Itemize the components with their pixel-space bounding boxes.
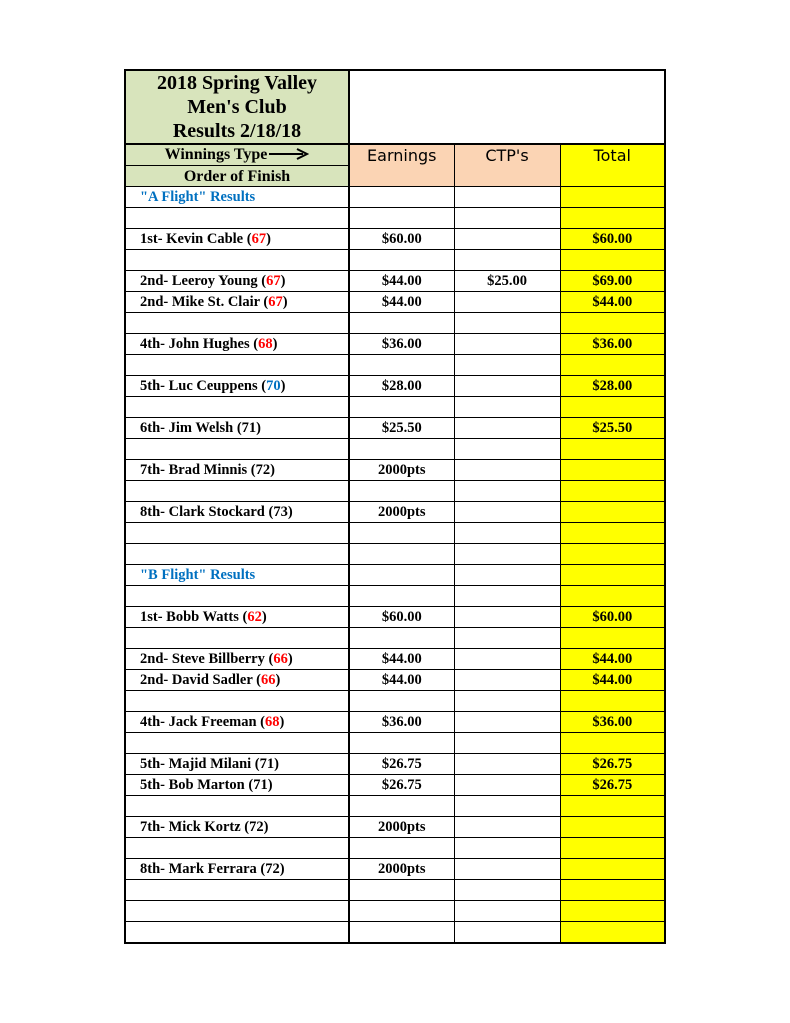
total-cell <box>560 502 665 523</box>
total-cell <box>560 817 665 838</box>
score-paren-close: ) <box>280 272 286 289</box>
total-cell <box>560 586 665 607</box>
player-place-name: 1st- Kevin Cable <box>140 230 244 247</box>
score-paren-close: ) <box>279 860 285 877</box>
ctp-cell <box>454 586 560 607</box>
ctp-cell <box>454 880 560 901</box>
score-paren-open: ( <box>259 293 269 310</box>
ctp-cell <box>454 859 560 880</box>
score-paren-open: ( <box>264 650 274 667</box>
player-score: 73 <box>273 503 288 520</box>
player-name-cell <box>125 292 349 313</box>
total-cell <box>560 208 665 229</box>
player-row <box>125 670 665 691</box>
total-cell <box>560 922 665 944</box>
total-cell <box>560 565 665 586</box>
player-name-cell <box>125 502 349 523</box>
player-name-cell <box>125 817 349 838</box>
blank-row <box>125 838 665 859</box>
score-paren-close: ) <box>263 818 269 835</box>
player-name-cell <box>125 229 349 250</box>
blank-row <box>125 523 665 544</box>
player-name-cell <box>125 859 349 880</box>
earnings-cell <box>349 208 454 229</box>
player-row <box>125 754 665 775</box>
player-name-cell <box>125 754 349 775</box>
score-paren-close: ) <box>256 419 262 436</box>
player-score: 70 <box>266 377 281 394</box>
player-place-name: 2nd- Steve Billberry <box>140 650 265 667</box>
score-paren-open: ( <box>243 230 252 247</box>
player-name-cell <box>125 691 349 712</box>
earnings-cell: $44.00 <box>349 649 454 670</box>
ctp-cell <box>454 817 560 838</box>
ctp-cell <box>454 670 560 691</box>
player-place-name: 5th- Luc Ceuppens <box>140 377 258 394</box>
player-score: 67 <box>251 230 267 247</box>
player-score: 68 <box>265 713 280 730</box>
ctp-cell <box>454 502 560 523</box>
player-name-cell <box>125 523 349 544</box>
total-cell <box>560 397 665 418</box>
player-score: 67 <box>268 293 283 310</box>
player-name-cell <box>125 901 349 922</box>
player-name-cell <box>125 439 349 460</box>
total-cell: $60.00 <box>560 229 665 250</box>
blank-row <box>125 208 665 229</box>
blank-row <box>125 544 665 565</box>
blank-row <box>125 481 665 502</box>
score-paren-open: ( <box>257 272 267 289</box>
earnings-cell <box>349 250 454 271</box>
total-cell <box>560 733 665 754</box>
earnings-cell <box>349 397 454 418</box>
title-row <box>125 70 665 144</box>
ctp-cell <box>454 838 560 859</box>
flight-title: "A Flight" Results <box>125 187 349 208</box>
player-name-cell <box>125 460 349 481</box>
ctp-column-header: CTP's <box>454 144 560 187</box>
earnings-cell <box>349 481 454 502</box>
player-row <box>125 712 665 733</box>
blank-row <box>125 691 665 712</box>
player-row <box>125 292 665 313</box>
score-paren-open: ( <box>264 503 274 520</box>
earnings-cell <box>349 523 454 544</box>
earnings-cell: $60.00 <box>349 607 454 628</box>
ctp-cell <box>454 208 560 229</box>
player-name-cell <box>125 481 349 502</box>
earnings-cell <box>349 880 454 901</box>
flight-title: "B Flight" Results <box>125 565 349 586</box>
total-cell <box>560 460 665 481</box>
earnings-cell: 2000pts <box>349 817 454 838</box>
winnings-type-cell <box>125 144 349 166</box>
player-place-name: 7th- Mick Kortz <box>140 818 241 835</box>
earnings-column-header: Earnings <box>349 144 454 187</box>
player-name-cell <box>125 712 349 733</box>
ctp-cell <box>454 250 560 271</box>
score-paren-close: ) <box>274 755 279 772</box>
earnings-cell <box>349 565 454 586</box>
player-score: 72 <box>265 860 280 877</box>
total-cell <box>560 796 665 817</box>
earnings-cell <box>349 544 454 565</box>
score-paren-close: ) <box>279 713 285 730</box>
earnings-cell <box>349 796 454 817</box>
player-row <box>125 271 665 292</box>
score-paren-close: ) <box>287 650 293 667</box>
ctp-cell <box>454 922 560 944</box>
total-cell <box>560 523 665 544</box>
total-cell: $44.00 <box>560 649 665 670</box>
player-row <box>125 229 665 250</box>
player-score: 72 <box>249 818 264 835</box>
ctp-cell <box>454 712 560 733</box>
ctp-cell <box>454 187 560 208</box>
sheet-title <box>125 70 349 144</box>
blank-row <box>125 796 665 817</box>
score-paren-close: ) <box>272 335 278 352</box>
player-row <box>125 334 665 355</box>
blank-row <box>125 250 665 271</box>
score-paren-open: ( <box>238 608 248 625</box>
player-place-name: 7th- Brad Minnis <box>140 461 248 478</box>
blank-row <box>125 901 665 922</box>
player-name-cell <box>125 733 349 754</box>
earnings-cell <box>349 922 454 944</box>
player-row <box>125 817 665 838</box>
results-sheet <box>124 69 666 944</box>
score-paren-close: ) <box>280 377 286 394</box>
player-score: 71 <box>259 755 275 772</box>
total-cell <box>560 250 665 271</box>
earnings-cell <box>349 901 454 922</box>
total-cell <box>560 901 665 922</box>
ctp-cell <box>454 229 560 250</box>
earnings-cell <box>349 355 454 376</box>
player-name-cell <box>125 418 349 439</box>
score-paren-open: ( <box>247 461 256 478</box>
ctp-cell <box>454 649 560 670</box>
player-row <box>125 418 665 439</box>
blank-row <box>125 355 665 376</box>
total-cell: $26.75 <box>560 775 665 796</box>
header-row <box>125 144 665 166</box>
player-name-cell <box>125 208 349 229</box>
score-paren-close: ) <box>266 230 271 247</box>
player-place-name: 8th- Clark Stockard <box>140 503 265 520</box>
ctp-cell <box>454 544 560 565</box>
player-name-cell <box>125 628 349 649</box>
earnings-cell <box>349 187 454 208</box>
player-place-name: 1st- Bobb Watts <box>140 608 239 625</box>
total-cell <box>560 187 665 208</box>
blank-row <box>125 397 665 418</box>
total-column-header: Total <box>560 144 665 187</box>
player-row <box>125 859 665 880</box>
ctp-cell <box>454 775 560 796</box>
total-cell <box>560 313 665 334</box>
player-name-cell <box>125 670 349 691</box>
player-name-cell <box>125 313 349 334</box>
ctp-cell <box>454 796 560 817</box>
player-row <box>125 502 665 523</box>
blank-row <box>125 586 665 607</box>
ctp-cell <box>454 313 560 334</box>
player-place-name: 2nd- Mike St. Clair <box>140 293 260 310</box>
total-cell <box>560 859 665 880</box>
player-score: 66 <box>273 650 288 667</box>
total-cell <box>560 880 665 901</box>
player-name-cell <box>125 250 349 271</box>
ctp-cell <box>454 376 560 397</box>
earnings-cell: $60.00 <box>349 229 454 250</box>
ctp-cell <box>454 439 560 460</box>
player-place-name: 6th- Jim Welsh <box>140 419 234 436</box>
total-cell <box>560 691 665 712</box>
score-paren-open: ( <box>251 755 260 772</box>
player-score: 67 <box>266 272 281 289</box>
blank-row <box>125 628 665 649</box>
ctp-cell <box>454 481 560 502</box>
player-score: 66 <box>261 671 276 688</box>
winnings-type-label: Winnings Type <box>164 146 268 164</box>
earnings-cell <box>349 439 454 460</box>
ctp-cell: $25.00 <box>454 271 560 292</box>
title-blank-area <box>349 70 665 144</box>
score-paren-open: ( <box>249 335 259 352</box>
ctp-cell <box>454 754 560 775</box>
total-cell: $25.50 <box>560 418 665 439</box>
flight-header-row <box>125 187 665 208</box>
earnings-cell <box>349 628 454 649</box>
results-table-body <box>125 70 665 943</box>
score-paren-close: ) <box>287 503 293 520</box>
total-cell: $44.00 <box>560 670 665 691</box>
player-name-cell <box>125 271 349 292</box>
ctp-cell <box>454 292 560 313</box>
player-row <box>125 775 665 796</box>
player-place-name: 5th- Bob Marton <box>140 776 245 793</box>
total-cell: $26.75 <box>560 754 665 775</box>
earnings-cell: $26.75 <box>349 754 454 775</box>
ctp-cell <box>454 733 560 754</box>
ctp-cell <box>454 418 560 439</box>
total-cell: $69.00 <box>560 271 665 292</box>
total-cell <box>560 355 665 376</box>
score-paren-open: ( <box>252 671 262 688</box>
ctp-cell <box>454 628 560 649</box>
total-cell <box>560 481 665 502</box>
earnings-cell: $44.00 <box>349 271 454 292</box>
player-name-cell <box>125 334 349 355</box>
player-name-cell <box>125 355 349 376</box>
player-name-cell <box>125 649 349 670</box>
ctp-cell <box>454 355 560 376</box>
blank-row <box>125 733 665 754</box>
earnings-cell: $36.00 <box>349 334 454 355</box>
title-line-2: Men's Club <box>187 96 287 118</box>
earnings-cell: $28.00 <box>349 376 454 397</box>
earnings-cell <box>349 691 454 712</box>
player-name-cell <box>125 838 349 859</box>
earnings-cell: $44.00 <box>349 292 454 313</box>
score-paren-open: ( <box>233 419 242 436</box>
player-score: 71 <box>253 776 268 793</box>
score-paren-close: ) <box>270 461 275 478</box>
player-name-cell <box>125 397 349 418</box>
score-paren-close: ) <box>275 671 281 688</box>
total-cell: $60.00 <box>560 607 665 628</box>
score-paren-open: ( <box>244 776 254 793</box>
earnings-cell: $25.50 <box>349 418 454 439</box>
earnings-cell <box>349 838 454 859</box>
ctp-cell <box>454 691 560 712</box>
player-row <box>125 460 665 481</box>
earnings-cell <box>349 586 454 607</box>
earnings-cell: $44.00 <box>349 670 454 691</box>
total-cell <box>560 628 665 649</box>
ctp-cell <box>454 397 560 418</box>
player-place-name: 4th- Jack Freeman <box>140 713 257 730</box>
score-paren-open: ( <box>240 818 250 835</box>
ctp-cell <box>454 565 560 586</box>
total-cell: $36.00 <box>560 334 665 355</box>
player-score: 62 <box>247 608 262 625</box>
score-paren-close: ) <box>261 608 267 625</box>
player-name-cell <box>125 880 349 901</box>
earnings-cell: $26.75 <box>349 775 454 796</box>
total-cell: $36.00 <box>560 712 665 733</box>
total-cell: $44.00 <box>560 292 665 313</box>
earnings-cell: $36.00 <box>349 712 454 733</box>
total-cell <box>560 838 665 859</box>
player-name-cell <box>125 544 349 565</box>
earnings-cell: 2000pts <box>349 460 454 481</box>
player-row <box>125 607 665 628</box>
blank-row <box>125 922 665 944</box>
player-name-cell <box>125 796 349 817</box>
blank-row <box>125 313 665 334</box>
blank-row <box>125 439 665 460</box>
flight-header-row <box>125 565 665 586</box>
ctp-cell <box>454 523 560 544</box>
player-row <box>125 376 665 397</box>
total-cell <box>560 439 665 460</box>
player-place-name: 2nd- David Sadler <box>140 671 253 688</box>
score-paren-open: ( <box>256 860 266 877</box>
player-place-name: 5th- Majid Milani <box>140 755 252 772</box>
earnings-cell: 2000pts <box>349 502 454 523</box>
player-name-cell <box>125 922 349 944</box>
title-line-1: 2018 Spring Valley <box>156 72 318 94</box>
total-cell <box>560 544 665 565</box>
score-paren-close: ) <box>267 776 273 793</box>
ctp-cell <box>454 901 560 922</box>
player-place-name: 2nd- Leeroy Young <box>140 272 258 289</box>
player-name-cell <box>125 376 349 397</box>
player-place-name: 8th- Mark Ferrara <box>140 860 257 877</box>
earnings-cell: 2000pts <box>349 859 454 880</box>
score-paren-open: ( <box>257 377 267 394</box>
player-place-name: 4th- John Hughes <box>140 335 250 352</box>
player-score: 71 <box>241 419 257 436</box>
player-score: 68 <box>258 335 273 352</box>
total-cell: $28.00 <box>560 376 665 397</box>
player-name-cell <box>125 775 349 796</box>
player-name-cell <box>125 607 349 628</box>
blank-row <box>125 880 665 901</box>
player-score: 72 <box>255 461 271 478</box>
earnings-cell <box>349 313 454 334</box>
right-arrow-icon <box>269 146 309 165</box>
score-paren-close: ) <box>282 293 288 310</box>
ctp-cell <box>454 460 560 481</box>
player-name-cell <box>125 586 349 607</box>
title-line-3: Results 2/18/18 <box>172 120 302 142</box>
ctp-cell <box>454 607 560 628</box>
ctp-cell <box>454 334 560 355</box>
player-row <box>125 649 665 670</box>
score-paren-open: ( <box>256 713 265 730</box>
order-of-finish-label: Order of Finish <box>125 166 349 187</box>
earnings-cell <box>349 733 454 754</box>
